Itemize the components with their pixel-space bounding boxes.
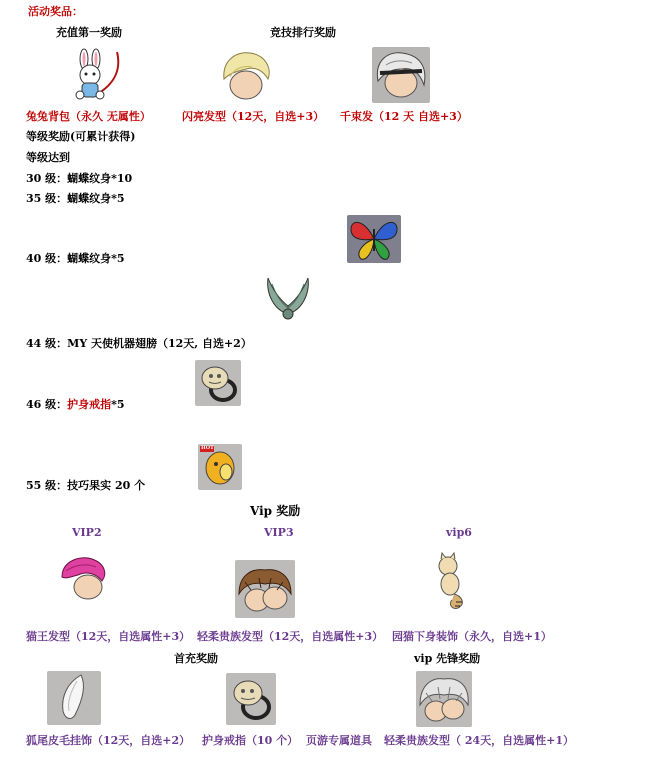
level-item-40: 40 级：蝴蝶纹身*5 xyxy=(26,252,125,265)
angel-wings-icon xyxy=(258,274,318,334)
vip-rewards-title: Vip 奖励 xyxy=(250,504,301,518)
gray-hairstyle-icon xyxy=(416,671,472,727)
vip-tier-6: vip6 xyxy=(446,526,472,539)
section-title: 活动奖品： xyxy=(28,5,83,18)
hot-badge: HOT xyxy=(201,445,214,451)
level-item-46: 46 级：护身戒指*5 xyxy=(26,398,125,411)
blonde-hairstyle-icon xyxy=(218,49,274,103)
competition-header: 竞技排行奖励 xyxy=(270,26,336,39)
vip3-label: 轻柔贵族发型（12天，自选属性+3） xyxy=(197,630,384,643)
cat-ornament-icon xyxy=(428,552,472,612)
vip6-label: 园猫下身装饰（永久，自选+1） xyxy=(392,630,552,643)
vip-tier-3: VIP3 xyxy=(264,526,294,539)
gray-hairstyle-label: 轻柔贵族发型（ 24天，自选属性+1） xyxy=(384,734,575,747)
pink-hairstyle-icon xyxy=(58,553,110,603)
amulet-ring-label: 护身戒指（10 个） xyxy=(202,734,299,747)
vip2-label: 猫王发型（12天，自选属性+3） xyxy=(26,630,191,643)
bunny-backpack-icon xyxy=(62,47,126,103)
reward-label-2: 闪亮发型（12天，自选+3） xyxy=(182,110,325,123)
reward-label-3: 千束发（12 天 自选+3） xyxy=(340,110,468,123)
butterfly-tattoo-icon xyxy=(347,215,401,263)
level-item-55: 55 级：技巧果实 20 个 xyxy=(26,479,146,492)
fox-tail-label: 狐尾皮毛挂饰（12天，自选+2） xyxy=(26,734,191,747)
brown-hairstyle-icon xyxy=(235,560,295,618)
vip-tier-2: VIP2 xyxy=(72,526,102,539)
level-item-35: 35 级：蝴蝶纹身*5 xyxy=(26,192,125,205)
amulet-ring-icon xyxy=(226,673,276,725)
level-rewards-title: 等级奖励(可累计获得) xyxy=(26,130,136,143)
level-reach-label: 等级达到 xyxy=(26,151,70,164)
level-item-44: 44 级：MY 天使机器翅膀（12天, 自选+2） xyxy=(26,337,252,350)
level-item-30: 30 级：蝴蝶纹身*10 xyxy=(26,172,133,185)
amulet-ring-highlight: 护身戒指 xyxy=(67,398,112,411)
silver-hairstyle-icon xyxy=(372,47,430,103)
amulet-ring-icon xyxy=(195,360,241,406)
vip-vanguard-header: vip 先锋奖励 xyxy=(414,652,481,665)
first-recharge-header: 充值第一奖励 xyxy=(56,26,122,39)
first-charge-header: 首充奖励 xyxy=(174,652,218,665)
webgame-exclusive-label: 页游专属道具 xyxy=(306,734,372,747)
skill-fruit-icon xyxy=(198,444,242,490)
reward-label-1: 兔兔背包（永久 无属性） xyxy=(26,110,151,123)
fox-tail-icon xyxy=(47,671,101,725)
